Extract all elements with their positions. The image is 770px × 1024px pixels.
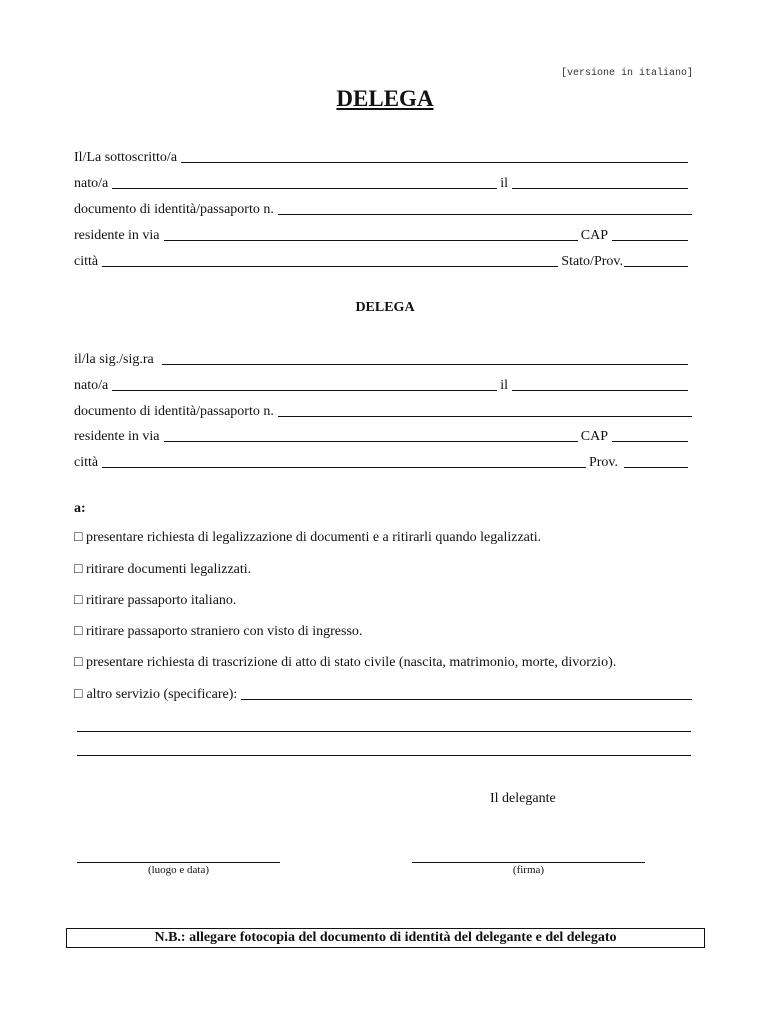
input-line[interactable] — [162, 351, 688, 365]
field-label: Prov. — [588, 455, 618, 470]
signature-caption: (firma) — [512, 864, 545, 876]
section-heading: DELEGA — [355, 300, 415, 315]
option-ritirare-documenti[interactable] — [74, 562, 251, 578]
input-line[interactable] — [102, 454, 586, 468]
field-label: città — [74, 254, 99, 269]
input-line[interactable] — [624, 454, 688, 468]
field-citta[interactable] — [74, 250, 691, 270]
option-label: altro servizio (specificare): — [86, 687, 238, 702]
field-label: Il/La sottoscritto/a — [74, 150, 178, 165]
input-line[interactable] — [112, 377, 497, 391]
input-line[interactable] — [612, 227, 688, 241]
field-label: il — [500, 176, 508, 191]
field-label: documento di identità/passaporto n. — [74, 404, 274, 419]
input-line[interactable] — [278, 403, 692, 417]
extra-line[interactable] — [77, 731, 691, 732]
option-label: ritirare passaporto straniero con visto di ingresso. — [85, 624, 363, 639]
field-label: nato/a — [74, 378, 109, 393]
field-label: nato/a — [74, 176, 109, 191]
field-citta[interactable] — [74, 451, 691, 471]
input-line[interactable] — [241, 686, 692, 700]
version-label: [versione in italiano] — [561, 68, 694, 79]
option-trascrizione[interactable] — [74, 655, 616, 671]
note-box: N.B.: allegare fotocopia del documento di identità del delegante e del delegato — [66, 928, 705, 948]
field-documento[interactable] — [74, 400, 695, 420]
input-line[interactable] — [278, 201, 692, 215]
extra-line[interactable] — [77, 755, 691, 756]
input-line[interactable] — [164, 227, 578, 241]
field-documento[interactable] — [74, 198, 695, 218]
input-line[interactable] — [624, 253, 688, 267]
checkbox[interactable]: □ — [74, 593, 83, 608]
checkbox[interactable]: □ — [74, 562, 83, 577]
input-line[interactable] — [102, 253, 558, 267]
input-line[interactable] — [612, 428, 688, 442]
checkbox[interactable]: □ — [74, 687, 83, 702]
field-label: il — [500, 378, 508, 393]
input-line[interactable] — [512, 377, 688, 391]
checkbox[interactable]: □ — [74, 655, 83, 670]
checkbox[interactable]: □ — [74, 530, 83, 545]
option-passaporto-straniero[interactable] — [74, 624, 362, 640]
field-nato[interactable] — [74, 172, 691, 192]
field-label: documento di identità/passaporto n. — [74, 202, 274, 217]
page-title: DELEGA — [336, 86, 434, 111]
option-label: ritirare passaporto italiano. — [85, 593, 237, 608]
option-label: ritirare documenti legalizzati. — [85, 562, 252, 577]
field-label: CAP — [580, 429, 608, 444]
checkbox[interactable]: □ — [74, 624, 83, 639]
signature-line[interactable] — [412, 862, 645, 863]
field-label: città — [74, 455, 99, 470]
place-date-caption: (luogo e data) — [147, 864, 210, 876]
input-line[interactable] — [181, 149, 688, 163]
field-label: residente in via — [74, 429, 160, 444]
delegante-label: Il delegante — [490, 791, 556, 806]
place-date-line[interactable] — [77, 862, 280, 863]
field-label: il/la sig./sig.ra — [74, 352, 154, 367]
field-delegato[interactable] — [74, 348, 691, 368]
field-label: CAP — [580, 228, 608, 243]
field-residente[interactable] — [74, 224, 691, 244]
option-label: presentare richiesta di trascrizione di atto di stato civile (nascita, matrimonio, morte, divorzio). — [85, 655, 617, 670]
option-label: presentare richiesta di legalizzazione di documenti e a ritirarli quando legalizzati. — [85, 530, 542, 545]
purpose-label: a: — [74, 501, 86, 516]
field-label: residente in via — [74, 228, 160, 243]
option-altro[interactable] — [74, 683, 695, 703]
field-sottoscritto[interactable] — [74, 146, 691, 166]
field-residente[interactable] — [74, 425, 691, 445]
option-passaporto-italiano[interactable] — [74, 593, 236, 609]
input-line[interactable] — [112, 175, 497, 189]
input-line[interactable] — [512, 175, 688, 189]
field-label: Stato/Prov. — [561, 254, 623, 269]
option-legalizzazione[interactable] — [74, 530, 541, 546]
input-line[interactable] — [164, 428, 578, 442]
field-nato[interactable] — [74, 374, 691, 394]
